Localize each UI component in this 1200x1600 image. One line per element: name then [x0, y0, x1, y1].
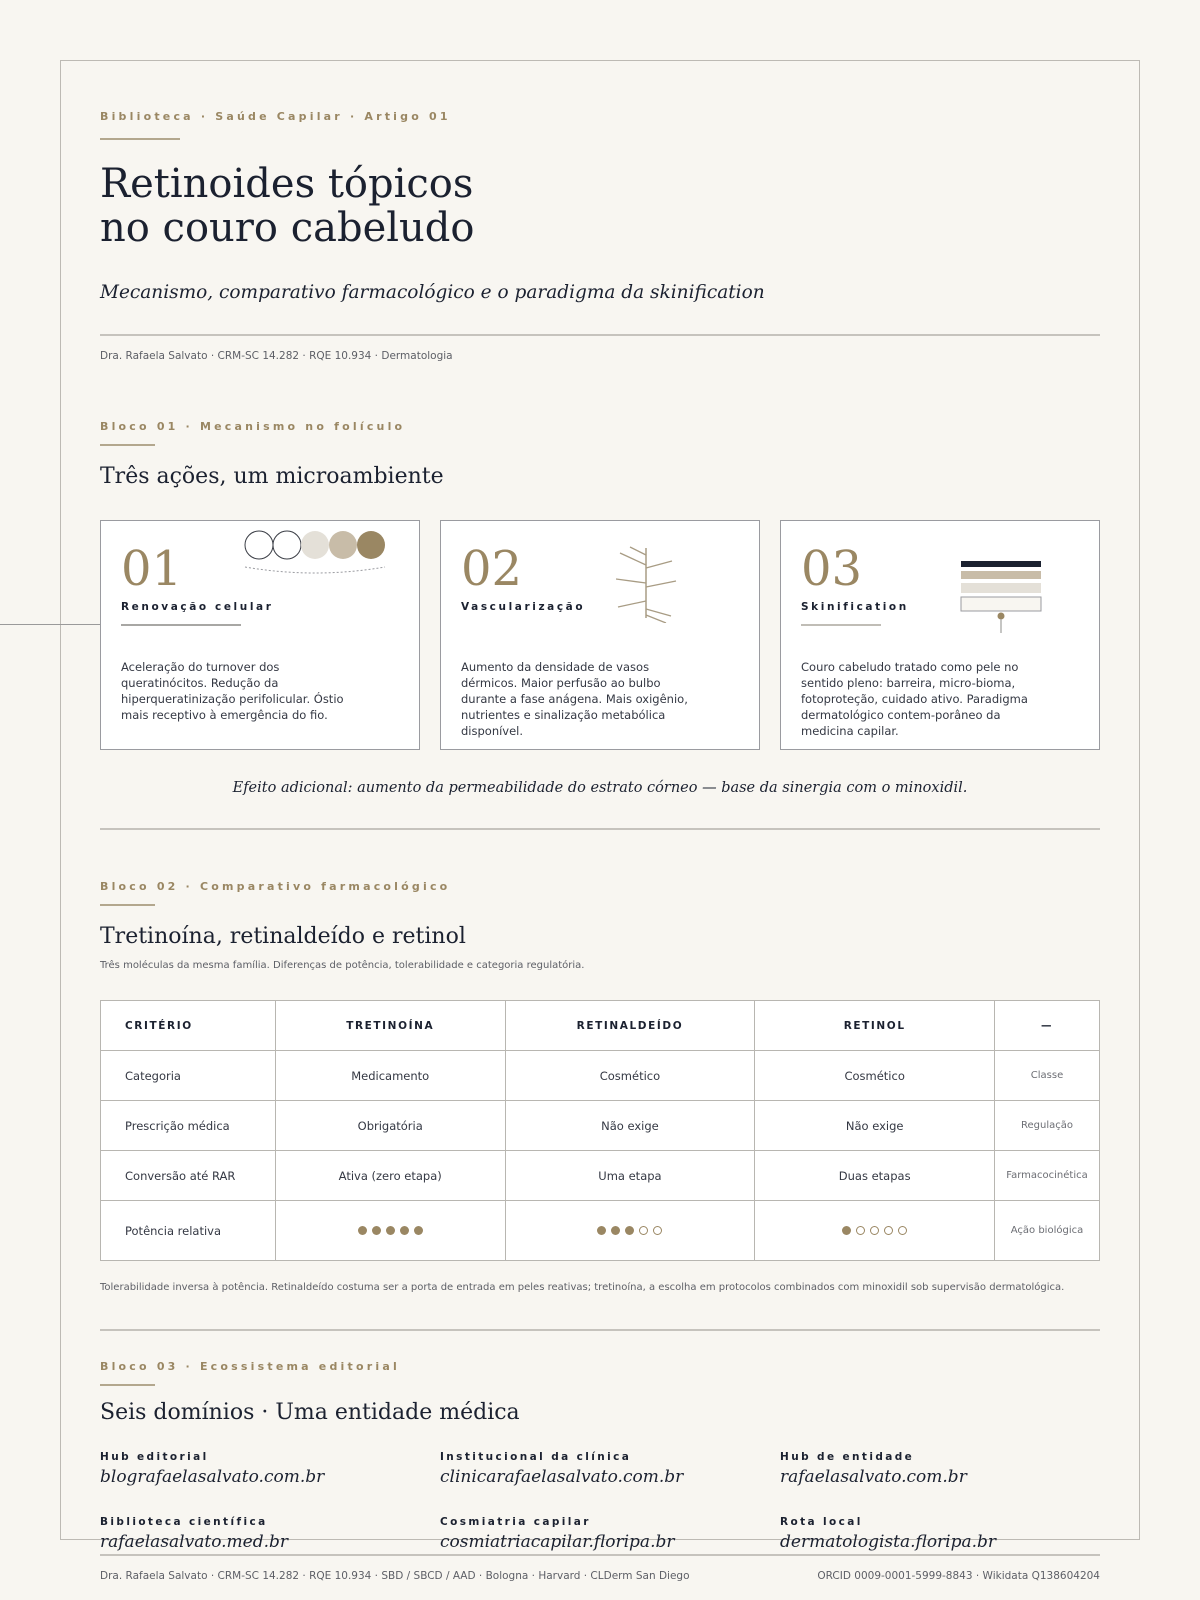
value-cell: Cosmético: [755, 1051, 995, 1101]
potency-dots-icon: [597, 1226, 662, 1235]
breadcrumb: Biblioteca · Saúde Capilar · Artigo 01: [100, 110, 451, 123]
card-number: 03: [801, 541, 863, 597]
comparison-table: [100, 1000, 1100, 1261]
footer-identifiers: ORCID 0009-0001-5999-8843 · Wikidata Q138604204: [817, 1570, 1100, 1582]
potency-dots-icon: [358, 1226, 423, 1235]
divider: [100, 334, 1100, 336]
domain-link[interactable]: blografaelasalvato.com.br: [100, 1467, 325, 1487]
table-row: [101, 1101, 1100, 1151]
criterion-cell: Categoria: [101, 1051, 276, 1101]
domain-label: Hub de entidade: [780, 1451, 915, 1463]
mechanism-card-1: [100, 520, 420, 750]
tag-cell: Ação biológica: [995, 1201, 1100, 1261]
value-cell: Uma etapa: [505, 1151, 755, 1201]
card-label: Vascularização: [461, 601, 586, 613]
eyebrow-rule: [100, 138, 180, 140]
filled-dot-icon: [611, 1226, 620, 1235]
eyebrow-rule: [100, 444, 155, 446]
domain-label: Biblioteca científica: [100, 1516, 268, 1528]
divider: [100, 828, 1100, 830]
table-row: [101, 1051, 1100, 1101]
block1-eyebrow: Bloco 01 · Mecanismo no folículo: [100, 420, 406, 433]
card-text: Aceleração do turnover dos queratinócitos. Redução da hiperqueratinização perifolicular. Óstio mais receptivo à emergência do fio.: [121, 660, 344, 722]
vessel-branch-icon: [616, 543, 686, 623]
table-row: [101, 1201, 1100, 1261]
card-number: 02: [461, 541, 523, 597]
mechanism-card-3: [780, 520, 1100, 750]
criterion-cell: Conversão até RAR: [101, 1151, 276, 1201]
block1-heading: Três ações, um microambiente: [100, 464, 444, 489]
potency-cell: [755, 1201, 995, 1261]
column-header: CRITÉRIO: [101, 1001, 276, 1051]
card-text: Aumento da densidade de vasos dérmicos. Maior perfusão ao bulbo durante a fase anágena. Mais oxigênio, nutrientes e sinalização metabólica disponível.: [461, 660, 688, 738]
card-number: 01: [121, 541, 183, 597]
tag-cell: Farmacocinética: [995, 1151, 1100, 1201]
filled-dot-icon: [400, 1226, 409, 1235]
domain-label: Hub editorial: [100, 1451, 209, 1463]
table-header-row: [101, 1001, 1100, 1051]
card-label: Renovação celular: [121, 601, 274, 613]
page-title: [100, 162, 475, 250]
value-cell: Não exige: [505, 1101, 755, 1151]
empty-dot-icon: [870, 1226, 879, 1235]
title-line-2: no couro cabeludo: [100, 205, 475, 251]
value-cell: Cosmético: [505, 1051, 755, 1101]
domain-label: Cosmiatria capilar: [440, 1516, 591, 1528]
column-header: TRETINOÍNA: [275, 1001, 505, 1051]
page-subtitle: Mecanismo, comparativo farmacológico e o paradigma da skinification: [100, 282, 765, 303]
footer-credentials: Dra. Rafaela Salvato · CRM-SC 14.282 · RQE 10.934 · SBD / SBCD / AAD · Bologna · Harvard · CLDerm San Diego: [100, 1570, 690, 1582]
block3-heading: Seis domínios · Uma entidade médica: [100, 1400, 520, 1425]
card-label: Skinification: [801, 601, 909, 613]
value-cell: Obrigatória: [275, 1101, 505, 1151]
eyebrow-rule: [100, 1384, 155, 1386]
value-cell: Não exige: [755, 1101, 995, 1151]
domain-link[interactable]: rafaelasalvato.com.br: [780, 1467, 967, 1487]
additional-effect-note: Efeito adicional: aumento da permeabilidade do estrato córneo — base da sinergia com o minoxidil.: [232, 780, 968, 796]
empty-dot-icon: [653, 1226, 662, 1235]
filled-dot-icon: [842, 1226, 851, 1235]
domain-link[interactable]: clinicarafaelasalvato.com.br: [440, 1467, 684, 1487]
value-cell: Ativa (zero etapa): [275, 1151, 505, 1201]
card-rule: [801, 624, 881, 626]
empty-dot-icon: [856, 1226, 865, 1235]
tag-cell: Regulação: [995, 1101, 1100, 1151]
criterion-cell: Prescrição médica: [101, 1101, 276, 1151]
block3-eyebrow: Bloco 03 · Ecossistema editorial: [100, 1360, 400, 1373]
filled-dot-icon: [597, 1226, 606, 1235]
filled-dot-icon: [414, 1226, 423, 1235]
card-text: Couro cabeludo tratado como pele no sentido pleno: barreira, micro-bioma, fotoproteção, cuidado ativo. Paradigma dermatológico contem-porâneo da medicina capilar.: [801, 660, 1028, 738]
block2-eyebrow: Bloco 02 · Comparativo farmacológico: [100, 880, 451, 893]
filled-dot-icon: [372, 1226, 381, 1235]
domain-label: Rota local: [780, 1516, 863, 1528]
empty-dot-icon: [898, 1226, 907, 1235]
domain-label: Institucional da clínica: [440, 1451, 632, 1463]
filled-dot-icon: [386, 1226, 395, 1235]
domain-link[interactable]: rafaelasalvato.med.br: [100, 1532, 289, 1552]
filled-dot-icon: [358, 1226, 367, 1235]
value-cell: Duas etapas: [755, 1151, 995, 1201]
card-rule: [121, 624, 241, 626]
skin-layers-icon: [959, 559, 1043, 635]
title-line-1: Retinoides tópicos: [100, 161, 474, 207]
cell-turnover-circles-icon: [243, 529, 393, 579]
mechanism-card-2: [440, 520, 760, 750]
filled-dot-icon: [625, 1226, 634, 1235]
potency-cell: [505, 1201, 755, 1261]
tag-cell: Classe: [995, 1051, 1100, 1101]
block2-heading: Tretinoína, retinaldeído e retinol: [100, 924, 466, 949]
table-footnote: Tolerabilidade inversa à potência. Retinaldeído costuma ser a porta de entrada em peles reativas; tretinoína, a escolha em protocolos combinados com minoxidil sob supervisão dermatológica.: [100, 1282, 1065, 1293]
domain-link[interactable]: dermatologista.floripa.br: [780, 1532, 997, 1552]
author-byline: Dra. Rafaela Salvato · CRM-SC 14.282 · RQE 10.934 · Dermatologia: [100, 350, 453, 362]
empty-dot-icon: [884, 1226, 893, 1235]
value-cell: Medicamento: [275, 1051, 505, 1101]
column-header: —: [995, 1001, 1100, 1051]
footer-divider: [100, 1554, 1100, 1556]
potency-cell: [275, 1201, 505, 1261]
column-header: RETINOL: [755, 1001, 995, 1051]
block2-description: Três moléculas da mesma família. Diferenças de potência, tolerabilidade e categoria regulatória.: [100, 960, 585, 971]
column-header: RETINALDEÍDO: [505, 1001, 755, 1051]
table-row: [101, 1151, 1100, 1201]
potency-dots-icon: [842, 1226, 907, 1235]
divider: [100, 1329, 1100, 1331]
empty-dot-icon: [639, 1226, 648, 1235]
eyebrow-rule: [100, 904, 155, 906]
domain-link[interactable]: cosmiatriacapilar.floripa.br: [440, 1532, 675, 1552]
criterion-cell: Potência relativa: [101, 1201, 276, 1261]
